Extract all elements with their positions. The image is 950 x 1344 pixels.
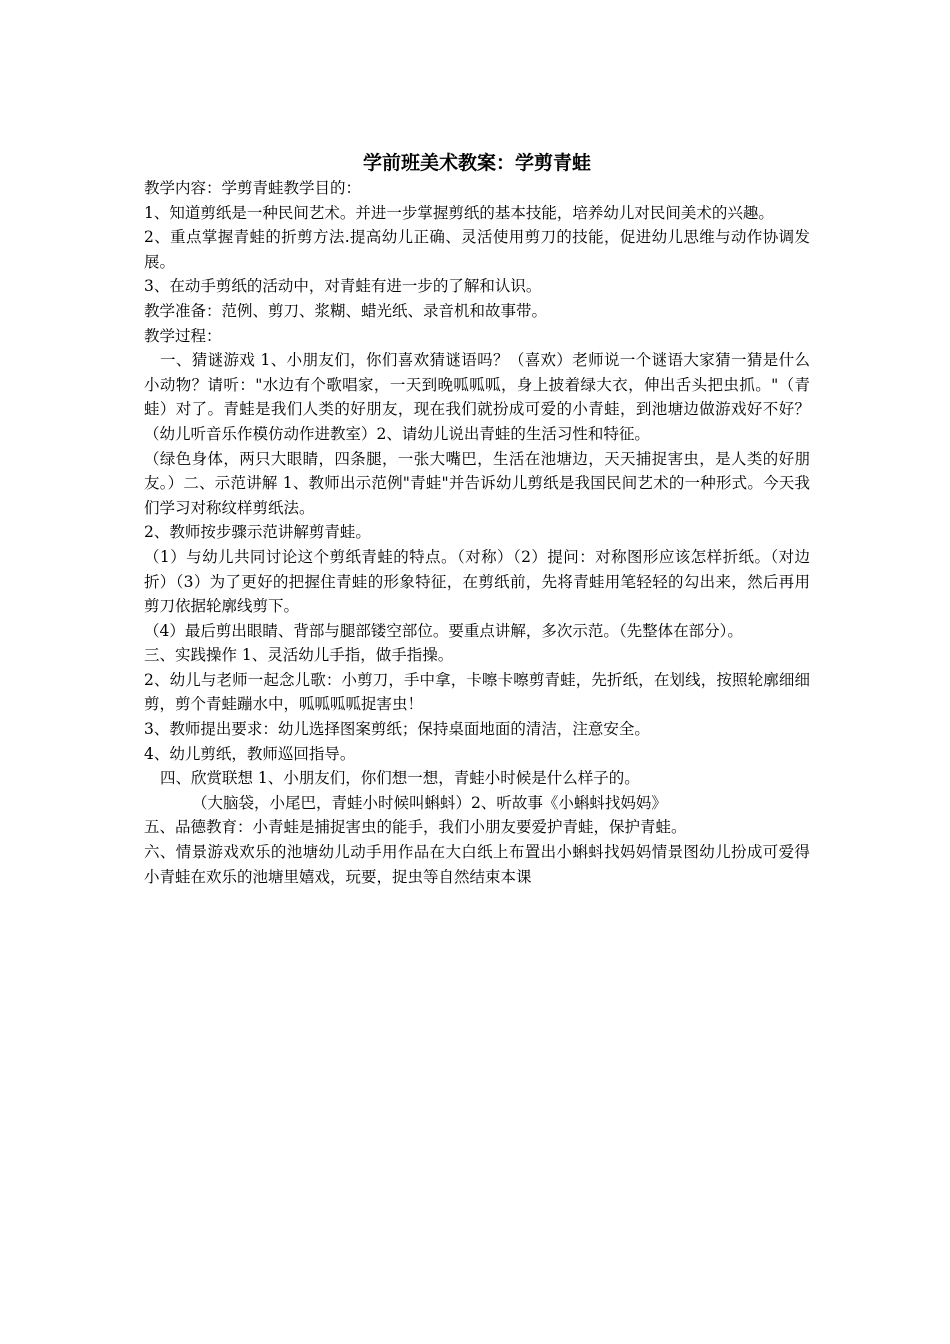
paragraph-cutting-eyes: （4）最后剪出眼睛、背部与腿部镂空部位。要重点讲解，多次示范。（先整体在部分）。	[144, 621, 743, 640]
paragraph-goal-2: 2、重点掌握青蛙的折剪方法.提高幼儿正确、灵活使用剪刀的技能，促进幼儿思维与动作协调发展。	[144, 228, 810, 271]
paragraph-goal-3: 3、在动手剪纸的活动中，对青蛙有进一步的了解和认识。	[144, 277, 542, 296]
paragraph-steps: 2、教师按步骤示范讲解剪青蛙。	[144, 523, 371, 542]
paragraph-discussion: （1）与幼儿共同讨论这个剪纸青蛙的特点。（对称）（2）提问：对称图形应该怎样折纸。（对边折）（3）为了更好的把握住青蛙的形象特征，在剪纸前，先将青蛙用笔轻轻的勾出来，然后再用剪刀依据轮廓线剪下。	[144, 547, 810, 616]
paragraph-scenario-game: 六、情景游戏欢乐的池塘幼儿动手用作品在大白纸上布置出小蝌蚪找妈妈情景图幼儿扮成可爱得小青蛙在欢乐的池塘里嬉戏，玩要，捉虫等自然结束本课	[144, 843, 810, 886]
paragraph-goal-1: 1、知道剪纸是一种民间艺术。并进一步掌握剪纸的基本技能，培养幼儿对民间美术的兴趣。	[144, 203, 774, 222]
paragraph-appreciation: 四、欣赏联想 1、小朋友们，你们想一想，青蛙小时候是什么样子的。	[160, 769, 640, 788]
paragraph-riddle-game: 一、猜谜游戏 1、小朋友们，你们喜欢猜谜语吗？（喜欢）老师说一个谜语大家猜一猜是什么小动物？请听："水边有个歌唱家，一天到晚呱呱呱，身上披着绿大衣，伸出舌头把虫抓。"（青蛙）对了。青蛙是我们人类的好朋友，现在我们就扮成可爱的小青蛙，到池塘边做游戏好不好？（幼儿听音乐作模仿动作进教室）2、请幼儿说出青蛙的生活习性和特征。	[144, 351, 810, 443]
paragraph-process-heading: 教学过程：	[144, 326, 222, 345]
paragraph-teaching-content: 教学内容：学剪青蛙教学目的：	[144, 179, 362, 197]
paragraph-practice: 三、实践操作 1、灵活幼儿手指，做手指操。	[144, 646, 454, 665]
paragraph-requirements: 3、教师提出要求：幼儿选择图案剪纸；保持桌面地面的清洁，注意安全。	[144, 720, 650, 739]
paragraph-moral-education: 五、品德教育：小青蛙是捕捉害虫的能手，我们小朋友要爱护青蛙，保护青蛙。	[144, 818, 687, 837]
paragraph-preparation: 教学准备：范例、剪刀、浆糊、蜡光纸、录音机和故事带。	[144, 301, 548, 320]
paragraph-rhyme: 2、幼儿与老师一起念儿歌：小剪刀，手中拿，卡嚓卡嚓剪青蛙，先折纸，在划线，按照轮廓细细剪，剪个青蛙蹦水中，呱呱呱呱捉害虫！	[144, 670, 810, 714]
paragraph-guidance: 4、幼儿剪纸，教师巡回指导。	[144, 744, 356, 763]
document-title: 学前班美术教案：学剪青蛙	[362, 152, 591, 174]
paragraph-demonstration: （绿色身体，两只大眼睛，四条腿，一张大嘴巴，生活在池塘边，天天捕捉害虫，是人类的好朋友。）二、示范讲解 1、教师出示范例"青蛙"并告诉幼儿剪纸是我国民间艺术的一种形式。今天我们学习对称纹样剪纸法。	[144, 449, 810, 517]
document-body	[144, 150, 810, 889]
paragraph-tadpole-story: （大脑袋，小尾巴，青蛙小时候叫蝌蚪）2、听故事《小蝌蚪找妈妈》	[192, 793, 667, 812]
